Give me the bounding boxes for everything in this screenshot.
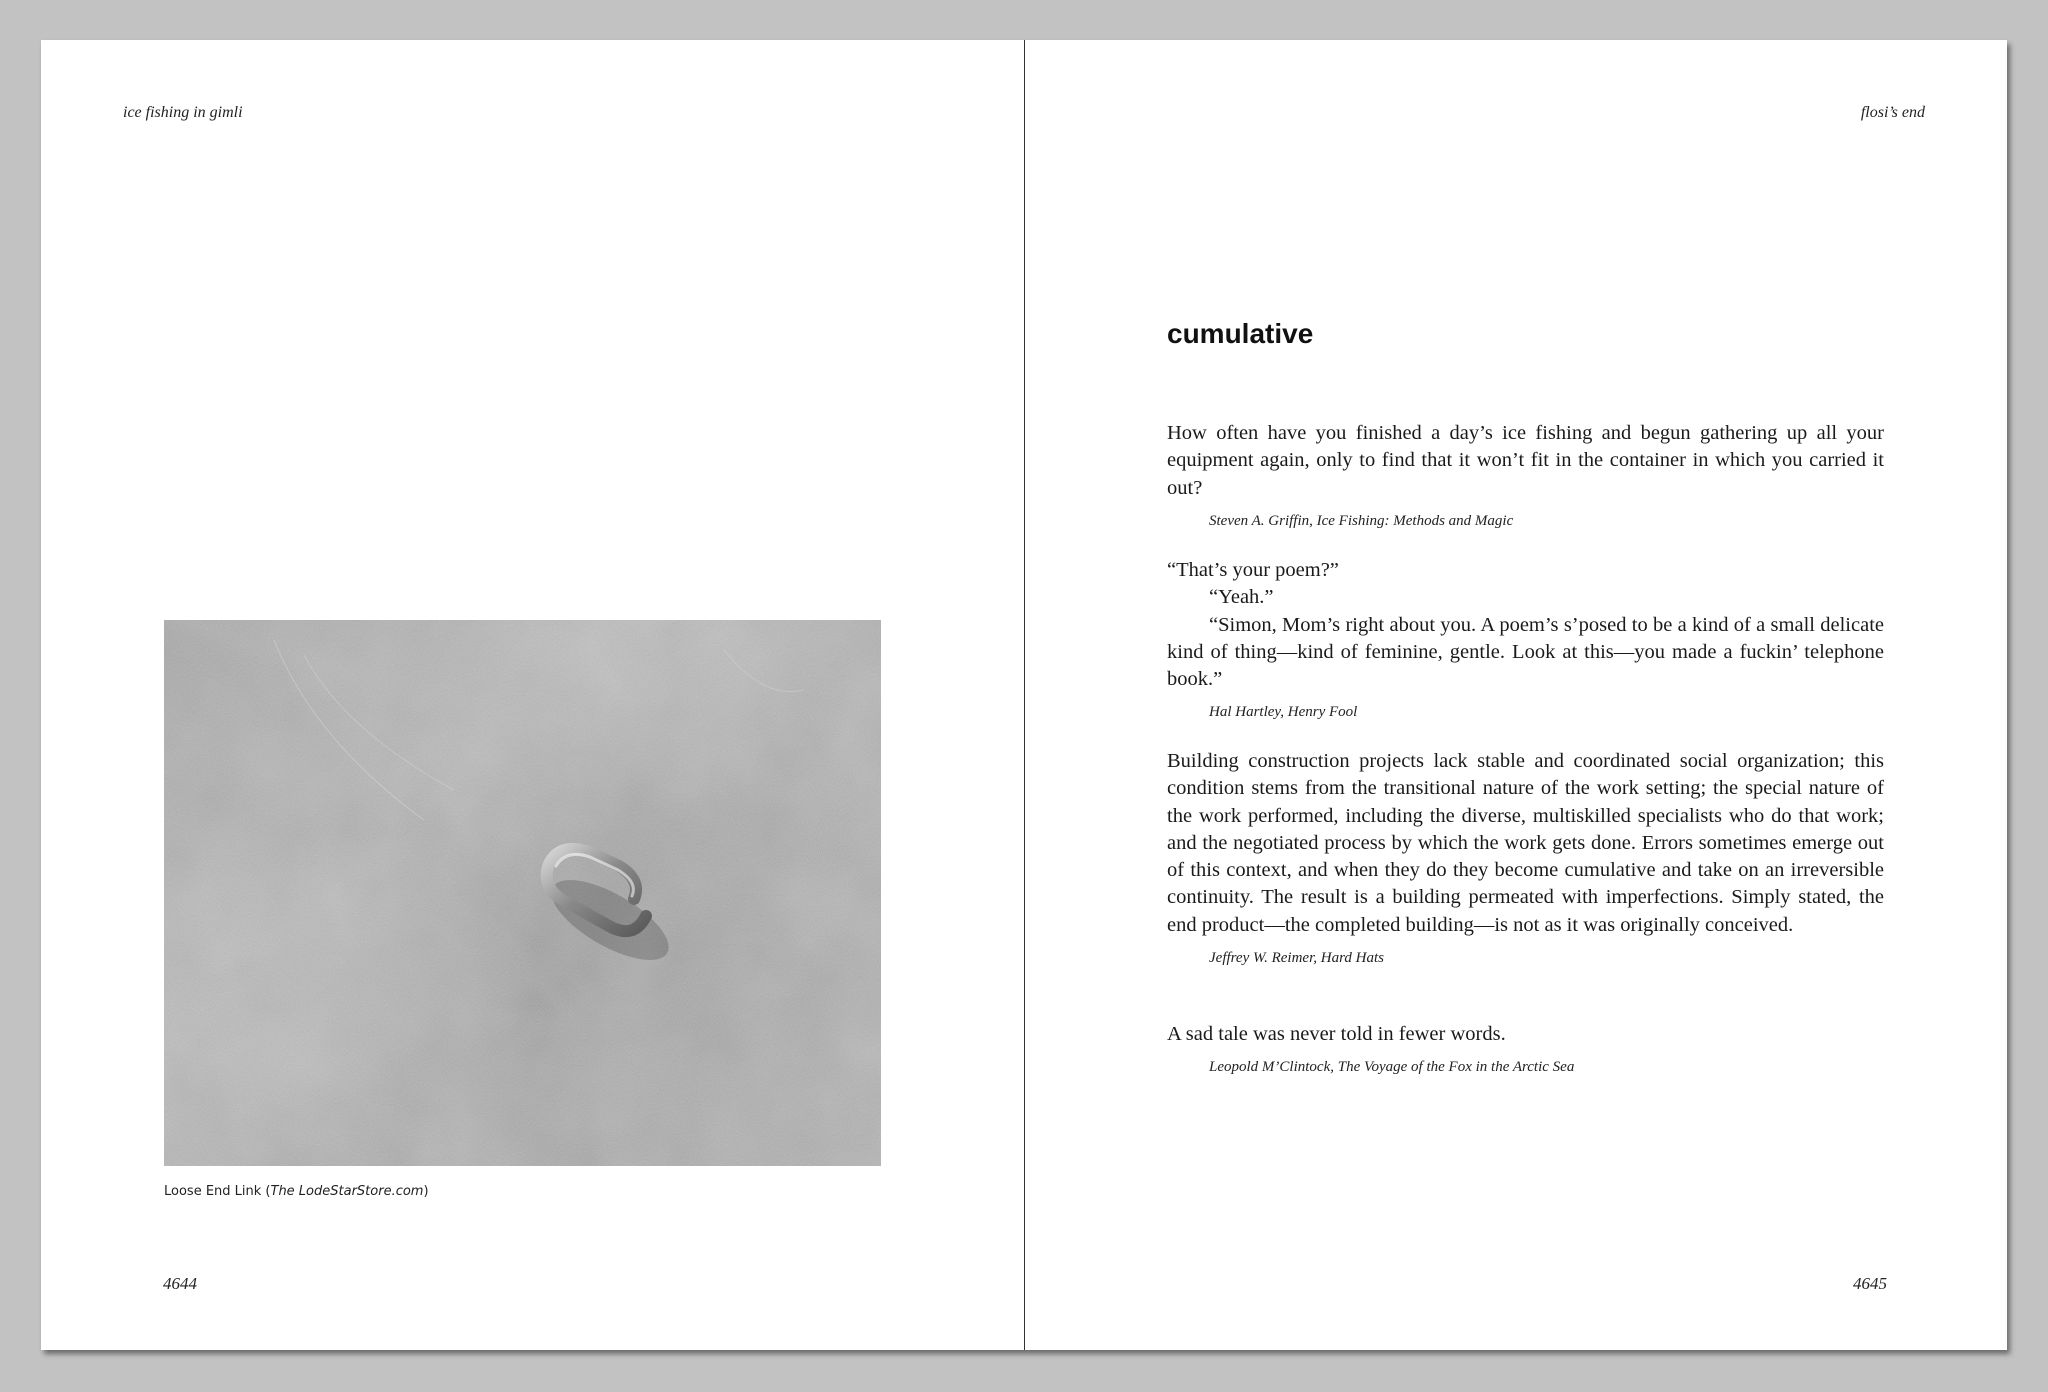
quote-paragraph: Building construction projects lack stable and coordinated social organization; this condition stems from the transitional nature of the work setting; the special nature of the work performed, including the diverse, multiskilled specialists who do that work; and the negotiated process by which the work gets done. Errors sometimes emerge out of this context, and when they do they become cumulative and take on an irreversible continuity. The result is a building permeated with imperfections. Simply stated, the end product—the completed building—is not as it was originally conceived. [1167,750,1884,936]
quote-text [1167,420,1884,502]
folio-right: 4645 [1853,1274,1887,1293]
quote-attribution: Jeffrey W. Reimer, Hard Hats [1209,950,1384,967]
epigraph-3 [1167,748,1884,967]
running-head-left: ice fishing in gimli [123,104,243,121]
photo-caption [164,1184,429,1199]
caption-text: Loose End Link ( [164,1184,271,1199]
folio-left: 4644 [163,1274,197,1293]
epigraph-2 [1167,557,1884,721]
epigraph-4 [1167,1021,1884,1076]
book-spread [41,40,2007,1350]
right-page [1024,40,2007,1350]
quote-paragraph: “Yeah.” [1209,586,1274,609]
left-page [41,40,1024,1350]
section-title: cumulative [1167,318,1314,349]
chain-link-image [164,620,881,1166]
running-head-right: flosi’s end [1860,104,1925,121]
quote-paragraph: “Simon, Mom’s right about you. A poem’s s’posed to be a kind of a small delicate kind of thing—kind of feminine, gentle. Look at this—you made a fuckin’ telephone book.” [1167,613,1884,691]
quote-attribution: Steven A. Griffin, Ice Fishing: Methods and Magic [1209,512,1514,529]
epigraph-1 [1167,420,1884,530]
quote-attribution: Leopold M’Clintock, The Voyage of the Fox in the Arctic Sea [1209,1059,1575,1076]
caption-source: The LodeStarStore.com [270,1184,424,1199]
quote-text [1167,748,1884,939]
quote-paragraph: “That’s your poem?” [1167,559,1339,581]
caption-close: ) [423,1184,429,1199]
quote-text [1167,1021,1884,1048]
loose-end-link-photo [164,620,881,1166]
quote-paragraph: A sad tale was never told in fewer words. [1167,1023,1506,1045]
quote-paragraph: How often have you finished a day’s ice fishing and begun gathering up all your equipment again, only to find that it won’t fit in the container in which you carried it out? [1167,422,1884,499]
quote-text [1167,557,1884,693]
quote-attribution: Hal Hartley, Henry Fool [1209,704,1358,721]
